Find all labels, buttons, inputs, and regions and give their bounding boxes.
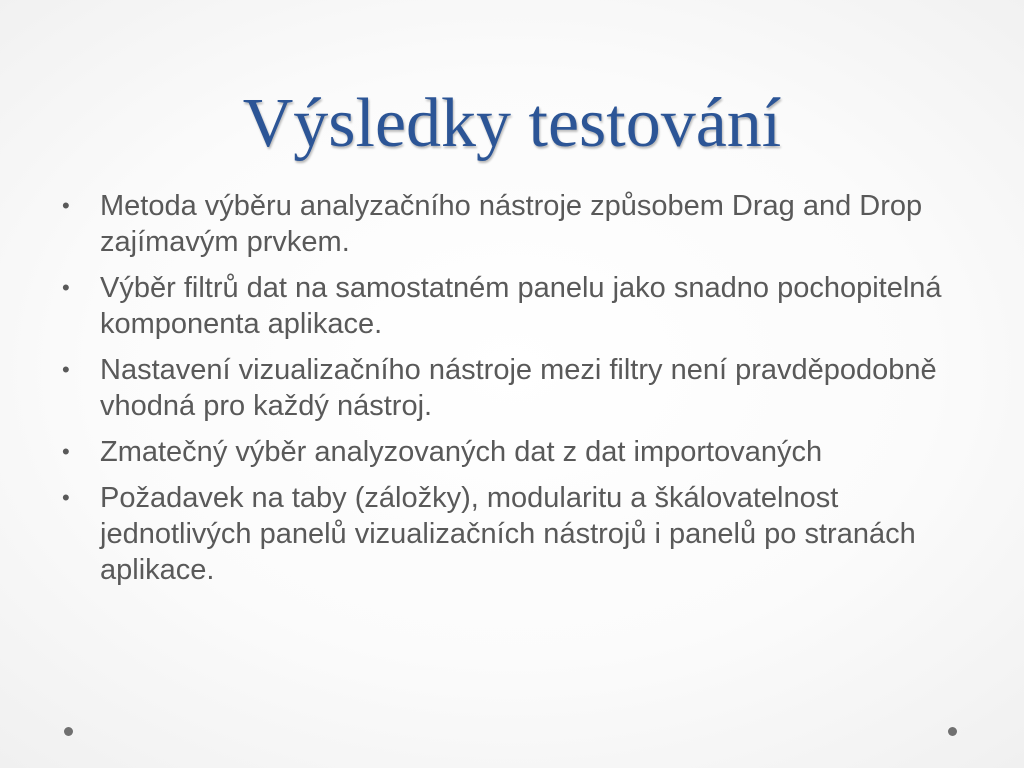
corner-dot-icon bbox=[948, 727, 957, 736]
slide-title: Výsledky testování bbox=[242, 85, 782, 162]
bullet-text: Metoda výběru analyzačního nástroje způsobem Drag and Drop zajímavým prvkem. bbox=[100, 190, 923, 258]
bullet-text: Nastavení vizualizačního nástroje mezi filtry není pravděpodobně vhodná pro každý nástroj. bbox=[100, 354, 937, 422]
bullet-text: Zmatečný výběr analyzovaných dat z dat importovaných bbox=[100, 436, 823, 468]
corner-dot-icon bbox=[64, 727, 73, 736]
bullet-item bbox=[62, 188, 942, 260]
bullet-item bbox=[62, 434, 942, 470]
bullet-text: Požadavek na taby (záložky), modularitu a škálovatelnost jednotlivých panelů vizualizačních nástrojů i panelů po stranách aplikace. bbox=[100, 482, 916, 586]
bullet-dot-icon: • bbox=[62, 439, 70, 464]
bullet-item bbox=[62, 480, 942, 588]
bullet-item bbox=[62, 270, 942, 342]
bullet-list bbox=[62, 188, 942, 598]
bullet-text: Výběr filtrů dat na samostatném panelu jako snadno pochopitelná komponenta aplikace. bbox=[100, 272, 942, 340]
bullet-item bbox=[62, 352, 942, 424]
bullet-dot-icon: • bbox=[62, 193, 70, 218]
bullet-dot-icon: • bbox=[62, 275, 70, 300]
bullet-dot-icon: • bbox=[62, 357, 70, 382]
bullet-dot-icon: • bbox=[62, 485, 70, 510]
